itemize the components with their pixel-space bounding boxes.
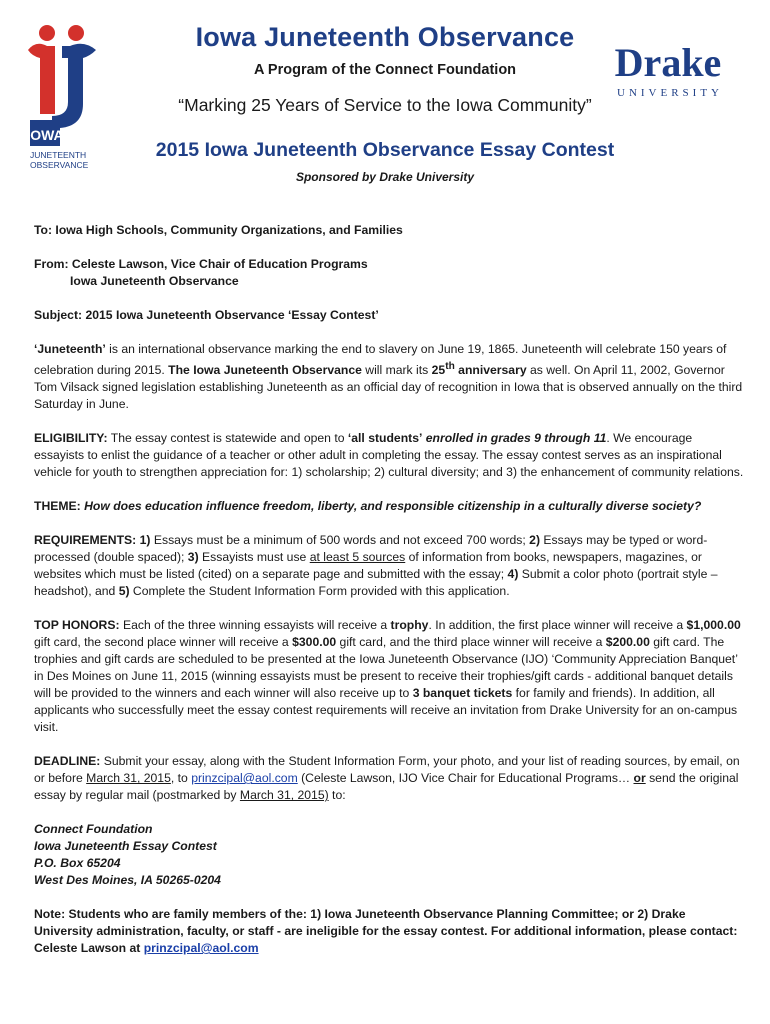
sponsor-line: Sponsored by Drake University: [295, 170, 475, 184]
note-text: Note: Students who are family members of the: 1) Iowa Juneteenth Observance Planning Committee; or 2) Drake University administration, faculty, or staff - are ineligible for the essay contest. For additional information, please contact: Celeste Lawson at: [34, 907, 738, 956]
deadline-text-3: (Celeste Lawson, IJO Vice Chair for Educational Programs…: [297, 771, 634, 786]
deadline-text-1: Submit your essay, along with the Student Information Form, your photo, and your list of reading sources, by email, on or before: [34, 754, 740, 786]
page-subtitle: A Program of the Connect Foundation: [253, 62, 517, 78]
logo-observance-text: OBSERVANCE: [30, 160, 89, 170]
honors-trophy: trophy: [390, 618, 429, 633]
intro-text-2: will mark its: [361, 363, 432, 378]
eligibility-label: ELIGIBILITY:: [34, 431, 108, 446]
intro-bold-ijo: The Iowa Juneteenth Observance: [168, 363, 362, 378]
intro-paragraph: [34, 341, 744, 413]
theme-paragraph: [34, 498, 744, 515]
memo-subject: Subject: 2015 Iowa Juneteenth Observance ‘Essay Contest’: [34, 308, 379, 322]
memo-to: To: Iowa High Schools, Community Organizations, and Families: [34, 223, 403, 237]
eligibility-text-2: . We encourage essayists to enlist the guidance of a teacher or other adult in completing the essay. The essay contest serves as an inspirational vehicle for youth to strengthen appreciation for: 1) scholarship; 2) cultural diversity; and 3) the enhancement of community relations.: [34, 431, 744, 480]
honors-second-prize: $300.00: [292, 635, 337, 650]
eligibility-grades: enrolled in grades 9 through 11: [422, 431, 607, 446]
honors-text-5: gift card. The trophies and gift cards are scheduled to be presented at the Iowa Juneteenth Observance (IJO) ‘Community Appreciation Banquet’ in Des Moines on June 11, 2015 (winning essayists must be present to receive their trophies/gift cards - additional banquet details will be provided to the winners and each winner will also receive up to: [34, 635, 738, 701]
address-line-4: West Des Moines, IA 50265-0204: [34, 873, 221, 888]
honors-paragraph: [34, 617, 744, 736]
address-line-2: Iowa Juneteenth Essay Contest: [34, 839, 217, 854]
req-num-2: 2): [529, 533, 541, 548]
honors-text-1: Each of the three winning essayists will receive a: [119, 618, 391, 633]
logo-juneteenth-text: JUNETEENTH: [30, 150, 87, 160]
logo-iowa-text: IOWA: [26, 127, 64, 143]
memo-from-line2: Iowa Juneteenth Observance: [70, 274, 239, 288]
theme-text: How does education influence freedom, liberty, and responsible citizenship in a culturally diverse society?: [80, 499, 702, 514]
eligibility-all-students: ‘all students’: [347, 431, 423, 446]
req-text-3: Essayists must use: [198, 550, 310, 565]
req-text-1: Essays must be a minimum of 500 words and not exceed 700 words;: [150, 533, 530, 548]
deadline-text-4: send the original essay by regular mail (postmarked by: [34, 771, 739, 803]
note-paragraph: [34, 906, 744, 957]
deadline-date-1: March 31, 2015: [86, 771, 171, 786]
anniversary-quote: “Marking 25 Years of Service to the Iowa Community”: [178, 95, 592, 115]
requirements-paragraph: [34, 532, 744, 600]
page-title: Iowa Juneteenth Observance: [195, 22, 575, 52]
req-num-5: 5): [118, 584, 130, 599]
intro-sup: th: [445, 361, 455, 372]
deadline-text-5: to:: [328, 788, 346, 803]
intro-anniversary: anniversary: [454, 363, 527, 378]
address-line-1: Connect Foundation: [34, 822, 153, 837]
contest-title: 2015 Iowa Juneteenth Observance Essay Contest: [155, 139, 615, 161]
honors-label: TOP HONORS:: [34, 618, 120, 633]
honors-text-6: for family and friends). In addition, all applicants who successfully meet the essay contest requirements will receive an invitation from Drake University for an on-campus visit.: [34, 686, 738, 735]
req-sources: at least 5 sources: [309, 550, 406, 565]
req-num-1: 1): [136, 533, 151, 548]
honors-text-4: gift card, and the third place winner will receive a: [336, 635, 606, 650]
deadline-label: DEADLINE:: [34, 754, 101, 769]
mailing-address: [34, 821, 744, 889]
requirements-label: REQUIREMENTS:: [34, 533, 137, 548]
eligibility-text-1: The essay contest is statewide and open to: [107, 431, 348, 446]
req-num-3: 3): [187, 550, 199, 565]
note-email-link[interactable]: prinzcipal@aol.com: [143, 941, 259, 956]
intro-term: ‘Juneteenth’: [34, 342, 106, 356]
deadline-paragraph: [34, 753, 744, 804]
req-text-5: Submit a color photo (portrait style – headshot), and: [34, 567, 718, 599]
req-text-2: Essays may be typed or word-processed (double spaced);: [34, 533, 708, 565]
deadline-text-2: , to: [170, 771, 192, 786]
req-text-6: Complete the Student Information Form provided with this application.: [129, 584, 510, 599]
deadline-date-2: March 31, 2015): [239, 788, 329, 803]
deadline-or: or: [633, 771, 646, 786]
letter-body: [34, 222, 744, 974]
theme-label: THEME:: [34, 499, 81, 514]
drake-wordmark: Drake: [614, 40, 722, 85]
honors-text-2: . In addition, the first place winner will receive a: [428, 618, 687, 633]
memo-from-line1: From: Celeste Lawson, Vice Chair of Education Programs: [34, 257, 368, 271]
intro-text-1: is an international observance marking the end to slavery on June 19, 1865. Juneteenth will celebrate 150 years of celebration during 2015.: [34, 342, 727, 378]
iowa-juneteenth-logo: [22, 22, 102, 172]
drake-university-wordmark: UNIVERSITY: [617, 87, 723, 99]
req-num-4: 4): [507, 567, 519, 582]
honors-text-3: gift card, the second place winner will receive a: [34, 635, 293, 650]
honors-banquet-tickets: 3 banquet tickets: [412, 686, 513, 701]
intro-text-3: as well. On April 11, 2002, Governor Tom Vilsack signed legislation establishing Juneteenth as an official day of recognition in Iowa that is observed annually on the third Saturday in June.: [34, 363, 743, 412]
req-text-4: of information from books, newspapers, magazines, or websites which must be listed (cited) on a separate page and submitted with the essay;: [34, 550, 702, 582]
honors-third-prize: $200.00: [605, 635, 650, 650]
honors-first-prize: $1,000.00: [686, 618, 741, 633]
intro-25: 25: [431, 363, 446, 378]
address-line-3: P.O. Box 65204: [34, 856, 121, 871]
deadline-email-link[interactable]: prinzcipal@aol.com: [191, 771, 298, 786]
eligibility-paragraph: [34, 430, 744, 481]
memo-from: [34, 256, 744, 290]
